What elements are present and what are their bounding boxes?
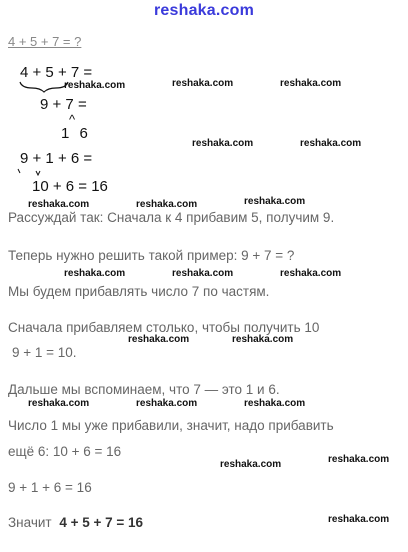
para-7: Число 1 мы уже прибавили, значит, надо прибавить	[8, 418, 334, 433]
para-8: ещё 6: 10 + 6 = 16	[8, 444, 122, 459]
brace-icon	[18, 80, 70, 94]
para-1: Рассуждай так: Сначала к 4 прибавим 5, получим 9.	[8, 210, 335, 225]
para-3: Мы будем прибавлять число 7 по частям.	[8, 284, 270, 299]
calc-line-4: 9 + 1 + 6 =	[20, 150, 93, 167]
para-2: Теперь нужно решить такой пример: 9 + 7 = ?	[8, 248, 295, 263]
para-10	[8, 515, 143, 530]
watermark: reshaka.com	[328, 514, 390, 525]
watermark: reshaka.com	[328, 454, 390, 465]
watermark: reshaka.com	[136, 398, 198, 409]
watermark: reshaka.com	[128, 334, 190, 345]
watermark: reshaka.com	[220, 459, 282, 470]
calc-line-5: 10 + 6 = 16	[32, 178, 108, 195]
watermark: reshaka.com	[172, 268, 234, 279]
watermark: reshaka.com	[244, 196, 306, 207]
para-4: Сначала прибавляем столько, чтобы получить 10	[8, 320, 320, 335]
watermark: reshaka.com	[300, 138, 362, 149]
watermark: reshaka.com	[136, 199, 198, 210]
para-9: 9 + 1 + 6 = 16	[8, 480, 92, 495]
calc-line-1: 4 + 5 + 7 =	[20, 64, 93, 81]
task-expression: 4 + 5 + 7 = ?	[8, 34, 82, 49]
watermark: reshaka.com	[172, 78, 234, 89]
conclusion-answer: 4 + 5 + 7 = 16	[59, 515, 144, 530]
watermark: reshaka.com	[232, 334, 294, 345]
watermark: reshaka.com	[280, 268, 342, 279]
watermark: reshaka.com	[192, 138, 254, 149]
watermark: reshaka.com	[28, 199, 90, 210]
conclusion-prefix: Значит	[8, 515, 52, 530]
watermark: reshaka.com	[280, 78, 342, 89]
calc-line-2: 9 + 7 =	[40, 96, 87, 113]
para-5: 9 + 1 = 10.	[12, 345, 77, 360]
caret: ^	[69, 112, 76, 127]
watermark: reshaka.com	[244, 398, 306, 409]
watermark: reshaka.com	[64, 268, 126, 279]
watermark: reshaka.com	[64, 80, 126, 91]
para-6: Дальше мы вспоминаем, что 7 — это 1 и 6.	[8, 382, 280, 397]
calc-line-3: 1 6	[61, 125, 91, 142]
site-title[interactable]: reshaka.com	[153, 2, 255, 19]
watermark: reshaka.com	[28, 398, 90, 409]
